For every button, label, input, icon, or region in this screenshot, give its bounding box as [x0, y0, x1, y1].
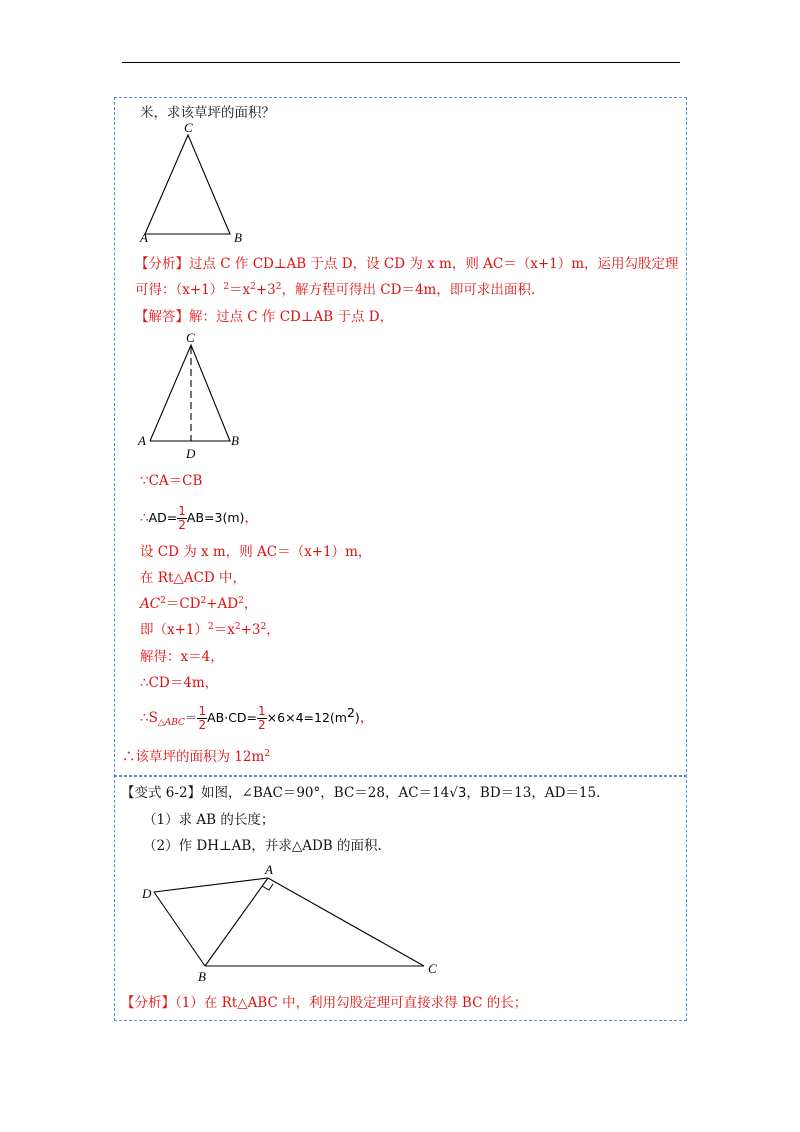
step3-exp: 2 — [238, 596, 244, 606]
fig3-label-c: C — [428, 961, 437, 976]
ad-rhs: AB=3(m) — [186, 510, 245, 525]
step-6: ∴CD＝4m， — [140, 675, 219, 691]
half-fraction — [177, 505, 187, 532]
header-rule — [122, 62, 680, 63]
step4-mid: ＝x — [213, 622, 235, 638]
because-line: ∵CA＝CB — [140, 473, 203, 489]
variant-q2: （2）作 DH⊥AB，并求△ADB 的面积. — [143, 838, 382, 854]
half-numerator: 1 — [178, 504, 186, 518]
step-1: 设 CD 为 x m，则 AC＝（x+1）m， — [140, 544, 372, 560]
ad-lhs: AD= — [148, 510, 178, 525]
area-close: ) — [354, 710, 360, 725]
fig1-label-c: C — [184, 120, 193, 135]
step4-exp: 2 — [260, 622, 267, 632]
ad-comma: ， — [244, 510, 258, 526]
analysis-exp: 2 — [250, 282, 256, 292]
area-half-1-d: 2 — [198, 718, 207, 732]
quadrilateral-figure — [130, 860, 450, 990]
area-rhs: ×6×4=12(m — [266, 710, 347, 725]
variant-analysis-tag: 【分析】 — [121, 995, 175, 1011]
triangle-figure-2 — [130, 328, 260, 463]
analysis-tag: 【分析】 — [135, 256, 189, 272]
step-3 — [140, 595, 257, 613]
area-sub: △ABC — [157, 718, 185, 728]
step3-exp: 2 — [160, 596, 166, 606]
area-half-2-d: 2 — [258, 718, 266, 732]
area-half-2-n: 1 — [258, 704, 266, 718]
analysis-eq-mid1: ＝x — [229, 282, 251, 298]
variant-given-post: ，BD＝13，AD＝15. — [466, 785, 601, 801]
fig2-label-d: D — [186, 446, 196, 461]
analysis-line-2 — [135, 281, 535, 299]
sqrt-three: √3 — [449, 785, 467, 801]
area-half-2 — [257, 705, 267, 732]
fig1-label-a: A — [140, 230, 148, 245]
step3-exp: 2 — [200, 596, 207, 606]
final-text: ∴该草坪的面积为 12m — [122, 749, 265, 765]
analysis-eq-pre: 可得：（x+1） — [135, 282, 224, 298]
analysis-text-1: 过点 C 作 CD⊥AB 于点 D，设 CD 为 x m，则 AC＝（x+1）m，运用勾股定理 — [189, 256, 679, 272]
therefore-symbol: ∴ — [140, 510, 149, 526]
variant-q1: （1）求 AB 的长度； — [143, 812, 275, 828]
area-half-1 — [197, 705, 207, 732]
fig3-label-b: B — [198, 969, 206, 984]
fig1-label-b: B — [234, 230, 242, 245]
final-answer — [122, 748, 270, 766]
step4-plus: +3 — [240, 622, 261, 638]
solution-intro: 解：过点 C 作 CD⊥AB 于点 D， — [189, 309, 394, 325]
analysis-eq-mid2: +3 — [255, 282, 276, 298]
fig3-label-a: A — [265, 862, 273, 877]
step4-exp: 2 — [208, 622, 214, 632]
fig2-label-a: A — [138, 433, 146, 448]
step-4 — [140, 621, 280, 639]
area-comma: ， — [359, 710, 374, 726]
variant-given-pre: 如图，∠BAC＝90°，BC＝28，AC＝14 — [201, 785, 450, 801]
analysis-eq-post: ，解方程可得出 CD＝4m，即可求出面积. — [281, 282, 536, 298]
step3-plus: +AD — [206, 596, 239, 612]
fig2-label-c: C — [186, 330, 195, 345]
half-denominator: 2 — [178, 518, 186, 532]
variant-tag: 【变式 6-2】 — [121, 785, 202, 801]
step3-eq: ＝CD — [165, 596, 201, 612]
ad-formula-line — [140, 504, 258, 532]
step4-end: ， — [266, 622, 280, 638]
variant-analysis-text: （1）在 Rt△ABC 中，利用勾股定理可直接求得 BC 的长； — [175, 995, 528, 1011]
step3-ac: AC — [140, 596, 161, 612]
problem-intro: 米，求该草坪的面积？ — [140, 105, 275, 121]
area-eq: ＝ — [184, 710, 198, 725]
area-exp: 2 — [346, 705, 355, 720]
area-s: ∴S — [140, 710, 158, 726]
step-5: 解得：x＝4， — [140, 649, 224, 665]
analysis-exp: 2 — [223, 282, 229, 292]
step-2: 在 Rt△ACD 中， — [140, 570, 246, 586]
solution-tag: 【解答】 — [135, 309, 189, 325]
analysis-line-1 — [135, 255, 679, 273]
solution-intro-line — [135, 308, 393, 326]
variant-line-1 — [121, 784, 600, 802]
step4-pre: 即（x+1） — [140, 622, 209, 638]
fig3-label-d: D — [142, 886, 152, 901]
area-formula-line — [140, 703, 373, 733]
analysis-exp: 2 — [275, 282, 282, 292]
fig2-label-b: B — [231, 433, 239, 448]
step4-exp: 2 — [234, 622, 241, 632]
step3-end: ， — [243, 596, 258, 612]
area-half-1-n: 1 — [198, 704, 207, 718]
area-mid: AB·CD= — [207, 710, 258, 725]
final-exp: 2 — [264, 749, 271, 759]
triangle-figure-1 — [130, 118, 260, 248]
variant-analysis — [121, 994, 527, 1012]
